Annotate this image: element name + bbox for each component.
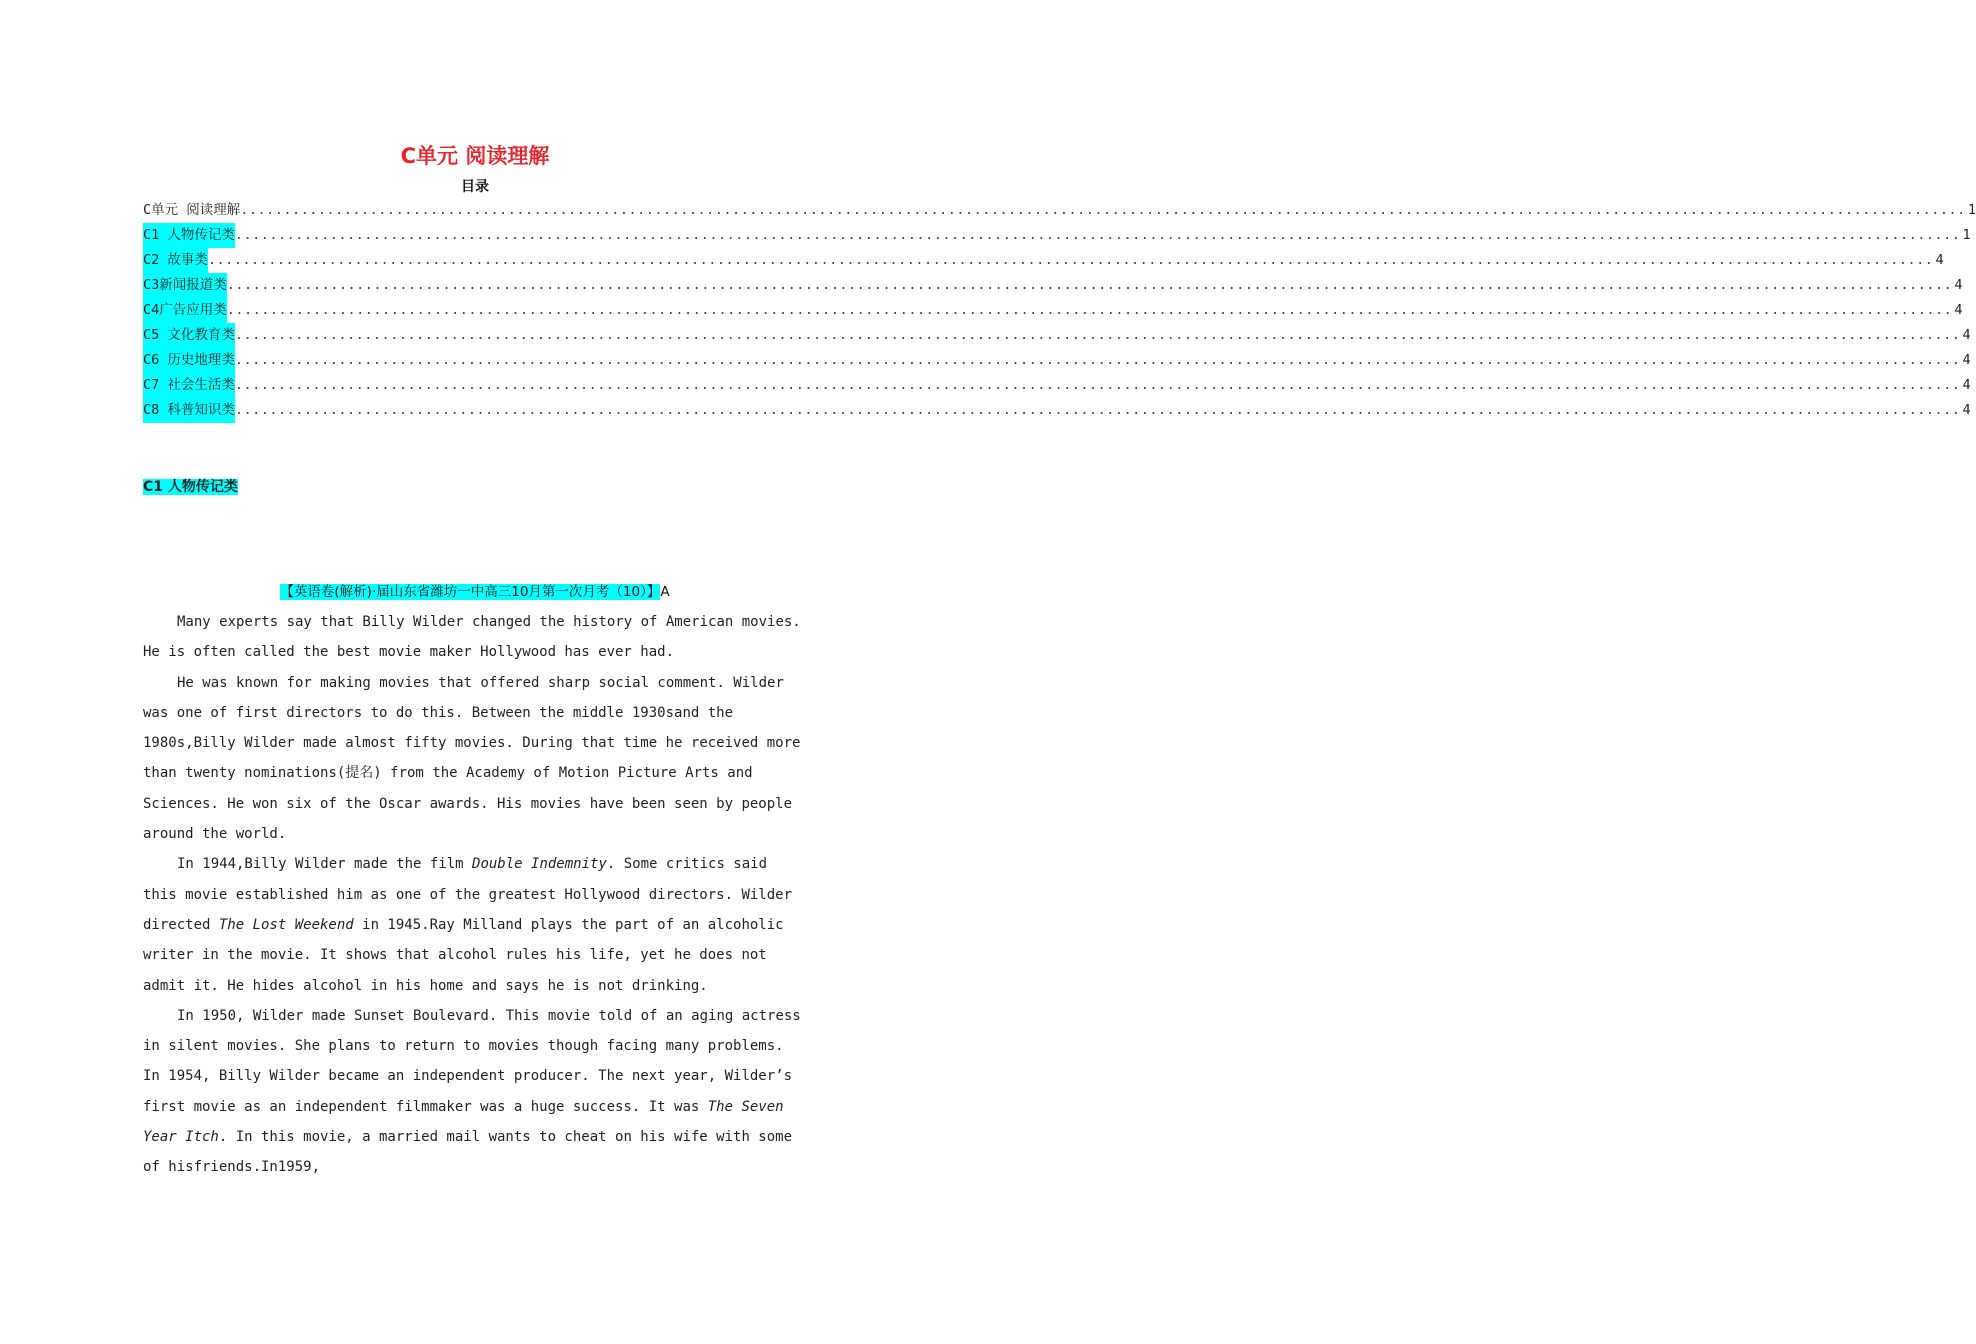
section-heading-text: C1 人物传记类 [143, 479, 238, 495]
toc-heading: 目录 [461, 179, 489, 195]
paragraph-text: . Some critics said this movie established him as one of the greatest Hollywood directors. Wilder directed [143, 856, 793, 933]
toc-entry[interactable] [143, 323, 1971, 348]
toc-entry-page: 4 [1954, 277, 1963, 293]
paragraph-text: He was known for making movies that offered sharp social comment. Wilder was one of first directors to do this. Between the middle 1930sand the 1980s,Billy Wilder made almost fifty movies. During that time he received more than twenty nominations(提名) from the Academy of Motion Picture Arts and Sciences. He won six of the Oscar awards. His movies have been seen by people around the world. [143, 674, 801, 843]
toc-entry[interactable] [143, 373, 1971, 398]
paragraph-text: In 1944,Billy Wilder made the film [177, 856, 473, 873]
toc-entry[interactable] [143, 348, 1971, 373]
toc-leader-dots: ........................................................................................................................................................................................................ [226, 277, 1953, 293]
toc-entry-label: C5 文化教育类 [143, 323, 235, 348]
table-of-contents [143, 198, 1976, 423]
source-line [0, 580, 950, 600]
passage-body [143, 607, 807, 1183]
paragraph-text: . In this movie, a married mail wants to cheat on his wife with some of hisfriends.In1959, [143, 1129, 793, 1176]
toc-leader-dots: ........................................................................................................................................................................................................ [207, 252, 1934, 268]
toc-entry-page: 4 [1962, 352, 1971, 368]
film-title: Double Indemnity [472, 856, 607, 873]
passage-letter: A [660, 584, 670, 600]
section-heading [143, 476, 238, 496]
toc-entry-label: C3新闻报道类 [143, 273, 227, 298]
toc-entry[interactable] [143, 273, 1963, 298]
paragraph [143, 1001, 807, 1183]
toc-entry-label: C1 人物传记类 [143, 223, 235, 248]
film-title: The Seven Year Itch [143, 1098, 784, 1146]
toc-leader-dots: ........................................................................................................................................................................................................ [234, 227, 1961, 243]
paragraph-text: Many experts say that Billy Wilder changed the history of American movies. He is often called the best movie maker Hollywood has ever had. [143, 614, 801, 661]
toc-entry[interactable] [143, 248, 1944, 273]
toc-leader-dots: ........................................................................................................................................................................................................ [226, 302, 1953, 318]
toc-entry[interactable] [143, 223, 1971, 248]
paragraph [143, 849, 807, 1000]
toc-leader-dots: ........................................................................................................................................................................................................ [234, 327, 1961, 343]
page-title: C单元 阅读理解 [400, 144, 550, 168]
toc-entry[interactable] [143, 298, 1963, 323]
toc-leader-dots: ........................................................................................................................................................................................................ [234, 352, 1961, 368]
paragraph [143, 668, 807, 850]
paragraph-text: In 1950, Wilder made Sunset Boulevard. This movie told of an aging actress in silent movies. She plans to return to movies though facing many problems. In 1954, Billy Wilder became an independent producer. The next year, Wilder’s first movie as an independent filmmaker was a huge success. It was [143, 1007, 801, 1115]
toc-leader-dots: ........................................................................................................................................................................................................ [234, 377, 1961, 393]
toc-entry-label: C4广告应用类 [143, 298, 227, 323]
film-title: The Lost Weekend [218, 916, 354, 933]
toc-entry[interactable] [143, 398, 1971, 423]
toc-entry-page: 1 [1967, 202, 1976, 218]
toc-entry-page: 1 [1962, 227, 1971, 243]
toc-entry-label: C8 科普知识类 [143, 398, 235, 423]
paragraph [143, 607, 807, 668]
toc-entry-page: 4 [1954, 302, 1963, 318]
toc-entry-label: C单元 阅读理解 [143, 202, 241, 218]
toc-leader-dots: ........................................................................................................................................................................................................ [240, 202, 1966, 218]
toc-entry-label: C6 历史地理类 [143, 348, 235, 373]
toc-entry-page: 4 [1962, 327, 1971, 343]
toc-entry[interactable] [143, 198, 1976, 223]
toc-entry-label: C7 社会生活类 [143, 373, 235, 398]
toc-entry-page: 4 [1962, 402, 1971, 418]
paragraph-text: in 1945.Ray Milland plays the part of an alcoholic writer in the movie. It shows that alcohol rules his life, yet he does not admit it. He hides alcohol in his home and says he is not drinking. [143, 916, 784, 994]
source-label: 【英语卷(解析)·届山东省潍坊一中高三10月第一次月考（10）】 [280, 584, 661, 600]
toc-entry-label: C2 故事类 [143, 248, 208, 273]
toc-entry-page: 4 [1935, 252, 1944, 268]
toc-entry-page: 4 [1962, 377, 1971, 393]
toc-leader-dots: ........................................................................................................................................................................................................ [234, 402, 1961, 418]
